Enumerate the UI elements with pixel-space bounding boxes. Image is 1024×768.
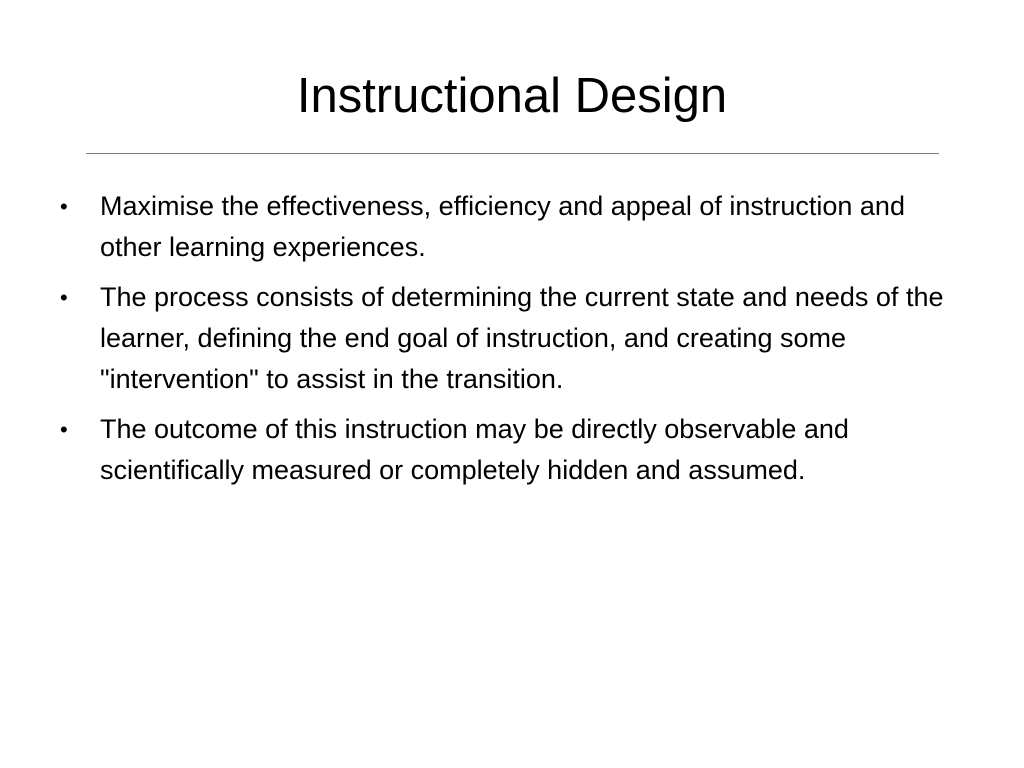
bullet-text: The outcome of this instruction may be directly observable and scientifically measured or completely hidden and assumed. bbox=[100, 414, 849, 485]
bullet-text: Maximise the effectiveness, efficiency and appeal of instruction and other learning experiences. bbox=[100, 191, 905, 262]
bullet-item bbox=[60, 186, 960, 268]
bullet-icon: • bbox=[60, 285, 68, 310]
bullet-item bbox=[60, 277, 960, 400]
bullet-list bbox=[60, 186, 960, 500]
bullet-icon: • bbox=[60, 194, 68, 219]
title-divider bbox=[86, 153, 939, 154]
bullet-icon: • bbox=[60, 417, 68, 442]
slide-title: Instructional Design bbox=[296, 69, 728, 123]
bullet-item bbox=[60, 409, 960, 491]
bullet-text: The process consists of determining the current state and needs of the learner, defining the end goal of instruction, and creating some "intervention" to assist in the transition. bbox=[100, 282, 944, 394]
